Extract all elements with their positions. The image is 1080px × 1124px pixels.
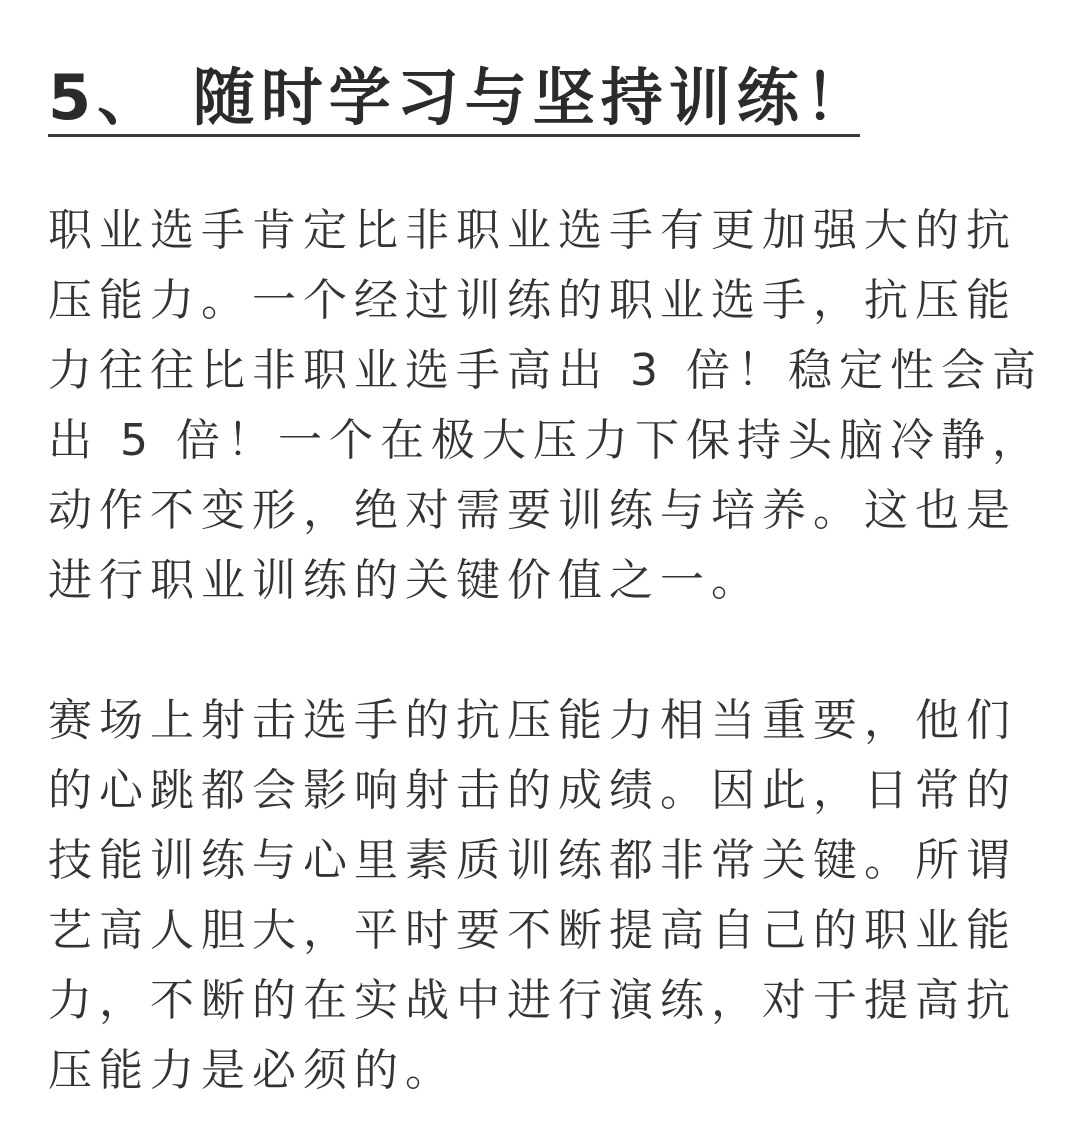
- heading-underline: [48, 134, 860, 137]
- paragraph-shooting-training: 赛场上射击选手的抗压能力相当重要，他们的心跳都会影响射击的成绩。因此，日常的技能训练与心里素质训练都非常关键。所谓艺高人胆大，平时要不断提高自己的职业能力，不断的在实战中进行演练，对于提高抗压能力是必须的。: [48, 695, 1017, 1096]
- section-heading: 5、 随时学习与坚持训练！: [48, 61, 873, 134]
- paragraph-pressure-resistance: 职业选手肯定比非职业选手有更加强大的抗压能力。一个经过训练的职业选手，抗压能力往往比非职业选手高出 3 倍！稳定性会高出 5 倍！一个在极大压力下保持头脑冷静，动作不变形，绝对需要训练与培养。这也是进行职业训练的关键价值之一。: [48, 205, 1043, 606]
